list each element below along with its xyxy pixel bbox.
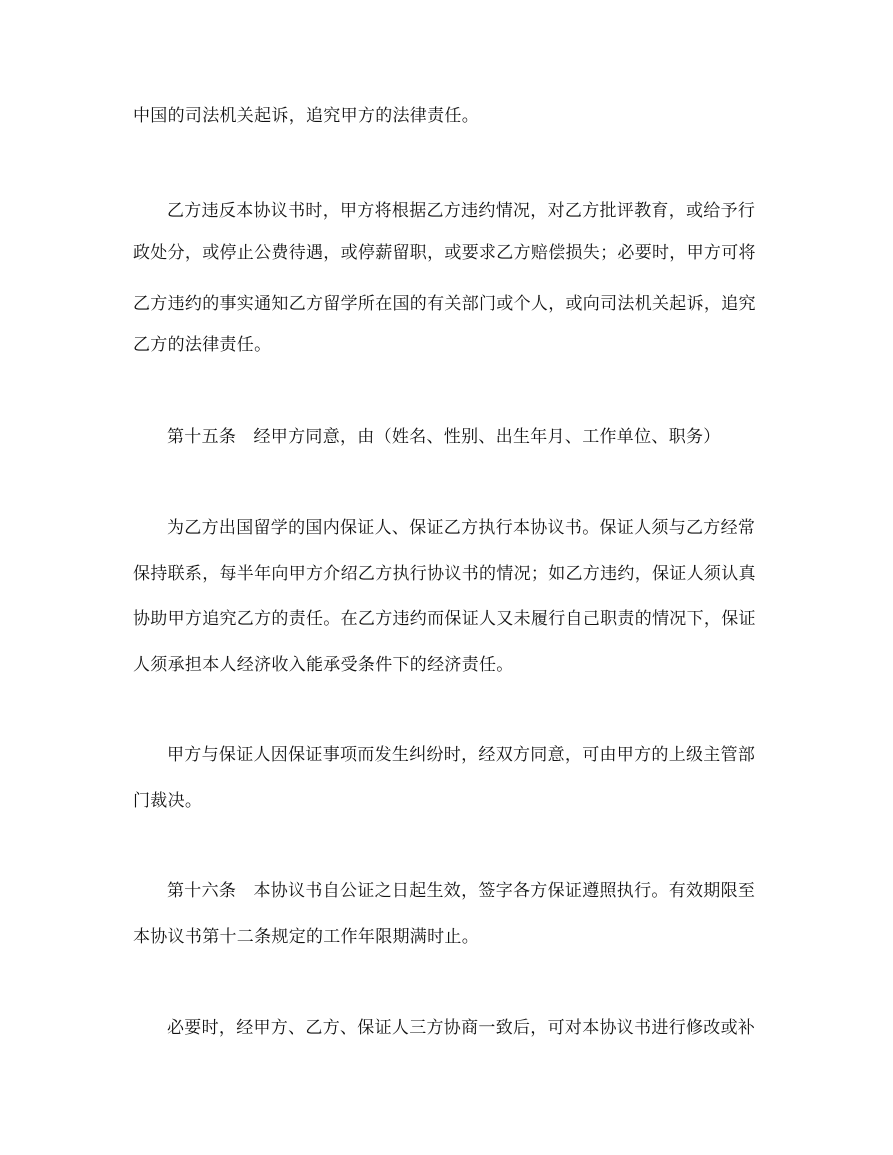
paragraph-line: 乙方违约的事实通知乙方留学所在国的有关部门或个人，或向司法机关起诉，追究	[133, 294, 756, 314]
paragraph-line: 乙方违反本协议书时，甲方将根据乙方违约情况，对乙方批评教育，或给予行	[167, 201, 756, 221]
article-heading-line: 第十五条 经甲方同意，由（姓名、性别、出生年月、工作单位、职务）	[167, 427, 721, 447]
paragraph-line: 门裁决。	[133, 791, 203, 811]
paragraph-line: 为乙方出国留学的国内保证人、保证乙方执行本协议书。保证人须与乙方经常	[167, 518, 756, 538]
article-heading-line: 第十六条 本协议书自公证之日起生效，签字各方保证遵照执行。有效期限至	[167, 881, 756, 901]
paragraph-line: 乙方的法律责任。	[133, 335, 272, 355]
paragraph-line: 政处分，或停止公费待遇，或停薪留职，或要求乙方赔偿损失；必要时，甲方可将	[133, 243, 756, 263]
paragraph-line: 本协议书第十二条规定的工作年限期满时止。	[133, 927, 479, 947]
paragraph-line: 中国的司法机关起诉，追究甲方的法律责任。	[133, 106, 479, 126]
paragraph-line: 人须承担本人经济收入能承受条件下的经济责任。	[133, 655, 514, 675]
paragraph-line: 保持联系，每半年向甲方介绍乙方执行协议书的情况；如乙方违约，保证人须认真	[133, 564, 756, 584]
paragraph-line: 必要时，经甲方、乙方、保证人三方协商一致后，可对本协议书进行修改或补	[167, 1018, 756, 1038]
paragraph-line: 协助甲方追究乙方的责任。在乙方违约而保证人又未履行自己职责的情况下，保证	[133, 609, 756, 629]
paragraph-line: 甲方与保证人因保证事项而发生纠纷时，经双方同意，可由甲方的上级主管部	[167, 745, 756, 765]
